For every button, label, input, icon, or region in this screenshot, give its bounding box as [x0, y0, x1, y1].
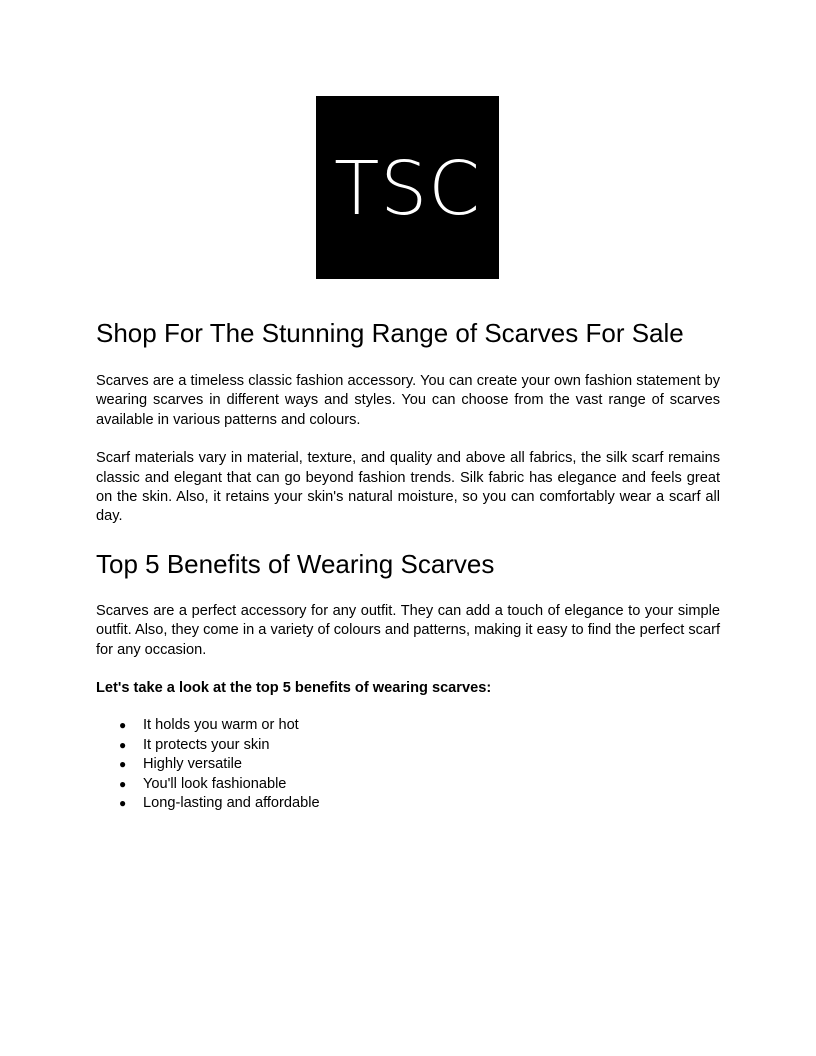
benefits-paragraph: Scarves are a perfect accessory for any outfit. They can add a touch of elegance to your simple outfit. Also, they come in a variety of colours and patterns, making it easy to find the perfect scarf for any occasion. — [96, 602, 720, 658]
page-title: Shop For The Stunning Range of Scarves For Sale — [96, 318, 684, 348]
list-item-label: Highly versatile — [143, 756, 242, 773]
section-title: Top 5 Benefits of Wearing Scarves — [96, 548, 495, 579]
article-body — [96, 316, 720, 814]
list-item — [119, 755, 720, 775]
bullet-icon: ● — [119, 737, 127, 752]
tsc-logo — [316, 96, 499, 279]
intro-paragraph: Scarves are a timeless classic fashion accessory. You can create your own fashion statement by wearing scarves in different ways and styles. You can choose from the vast range of scarves available in various patterns and colours. — [96, 373, 720, 428]
list-intro: Let's take a look at the top 5 benefits of wearing scarves: — [96, 680, 492, 697]
bullet-icon: ● — [119, 776, 127, 791]
logo-text: TSC — [334, 145, 481, 232]
list-item — [119, 794, 720, 814]
bullet-icon: ● — [119, 757, 127, 772]
list-item-label: You'll look fashionable — [143, 775, 287, 792]
materials-paragraph: Scarf materials vary in material, texture, and quality and above all fabrics, the silk scarf remains classic and elegant that can go beyond fashion trends. Silk fabric has elegance and feels great on the skin. Also, it retains your skin's natural moisture, so you can comfortably wear a scarf all day. — [96, 450, 720, 525]
list-item — [119, 716, 720, 736]
list-item-label: Long-lasting and affordable — [143, 795, 320, 812]
benefits-list — [96, 716, 720, 814]
bullet-icon: ● — [119, 796, 127, 811]
list-item-label: It holds you warm or hot — [143, 717, 299, 734]
list-item-label: It protects your skin — [143, 736, 270, 753]
bullet-icon: ● — [119, 718, 127, 733]
list-item — [119, 736, 720, 756]
list-item — [119, 775, 720, 795]
